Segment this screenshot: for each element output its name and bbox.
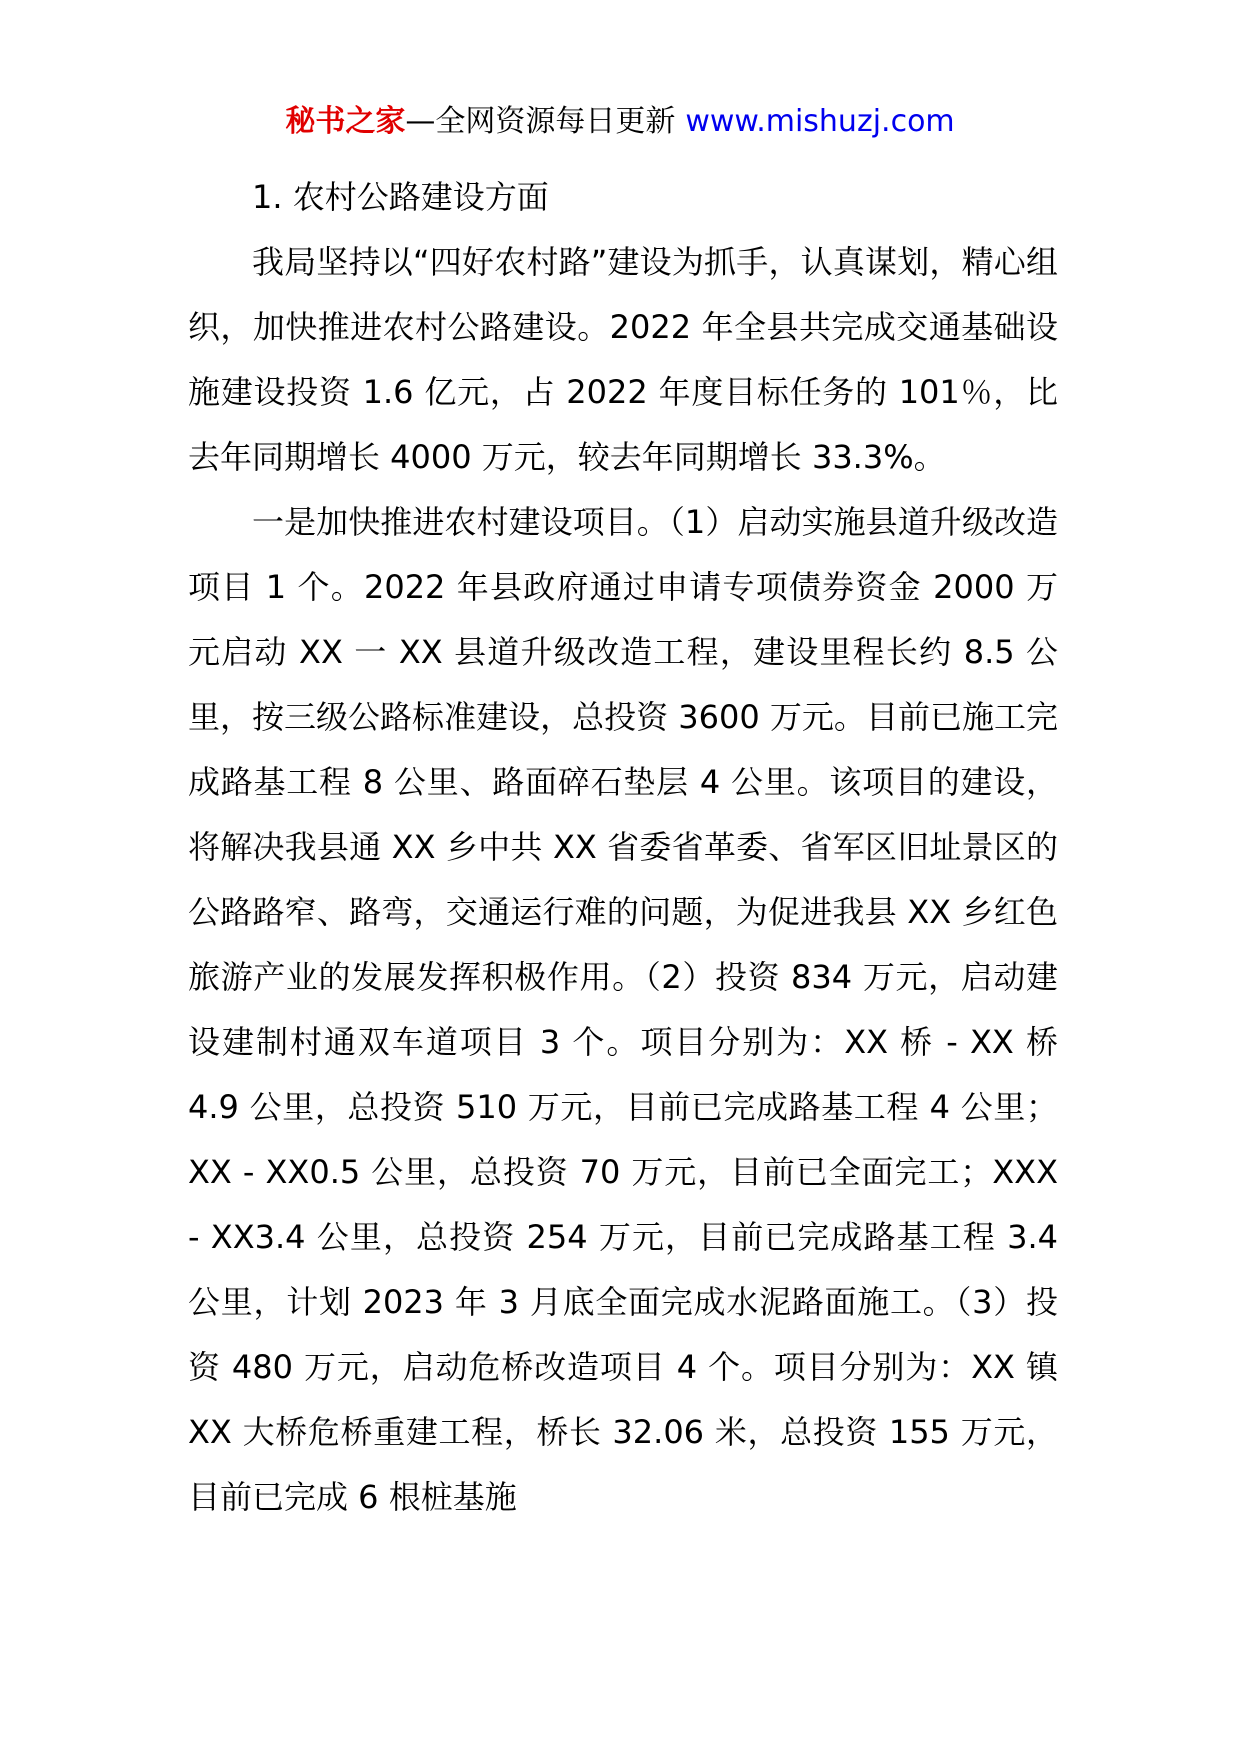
section-title: 1. 农村公路建设方面	[252, 178, 549, 216]
paragraph-projects: 一是加快推进农村建设项目。（1）启动实施县道升级改造项目 1 个。2022 年县政府通过申请专项债券资金 2000 万元启动 XX 一 XX 县道升级改造工程，建设里程长约 8.5 公里，按三级公路标准建设，总投资 3600 万元。目前已施工完成路基工程 8 公里、路面碎石垫层 4 公里。该项目的建设，将解决我县通 XX 乡中共 XX 省委省革委、省军区旧址景区的公路路窄、路弯，交通运行难的问题，为促进我县 XX 乡红色旅游产业的发展发挥积极作用。（2）投资 834 万元，启动建设建制村通双车道项目 3 个。项目分别为：XX 桥 - XX 桥 4.9 公里，总投资 510 万元，目前已完成路基工程 4 公里；XX - XX0.5 公里，总投资 70 万元，目前已全面完工；XXX - XX3.4 公里，总投资 254 万元，目前已完成路基工程 3.4 公里，计划 2023 年 3 月底全面完成水泥路面施工。（3）投资 480 万元，启动危桥改造项目 4 个。项目分别为：XX 镇 XX 大桥危桥重建工程，桥长 32.06 米，总投资 155 万元，目前已完成 6 根桩基施	[188, 503, 1058, 1516]
document-body	[188, 165, 1058, 1530]
site-url: www.mishuzj.com	[685, 104, 955, 139]
site-header	[0, 102, 1240, 142]
header-slogan: —全网资源每日更新	[405, 104, 676, 139]
brand-name: 秘书之家	[285, 104, 406, 139]
paragraph-overview: 我局坚持以“四好农村路”建设为抓手，认真谋划，精心组织，加快推进农村公路建设。2022 年全县共完成交通基础设施建设投资 1.6 亿元，占 2022 年度目标任务的 101％，比去年同期增长 4000 万元，较去年同期增长 33.3%。	[188, 243, 1058, 476]
